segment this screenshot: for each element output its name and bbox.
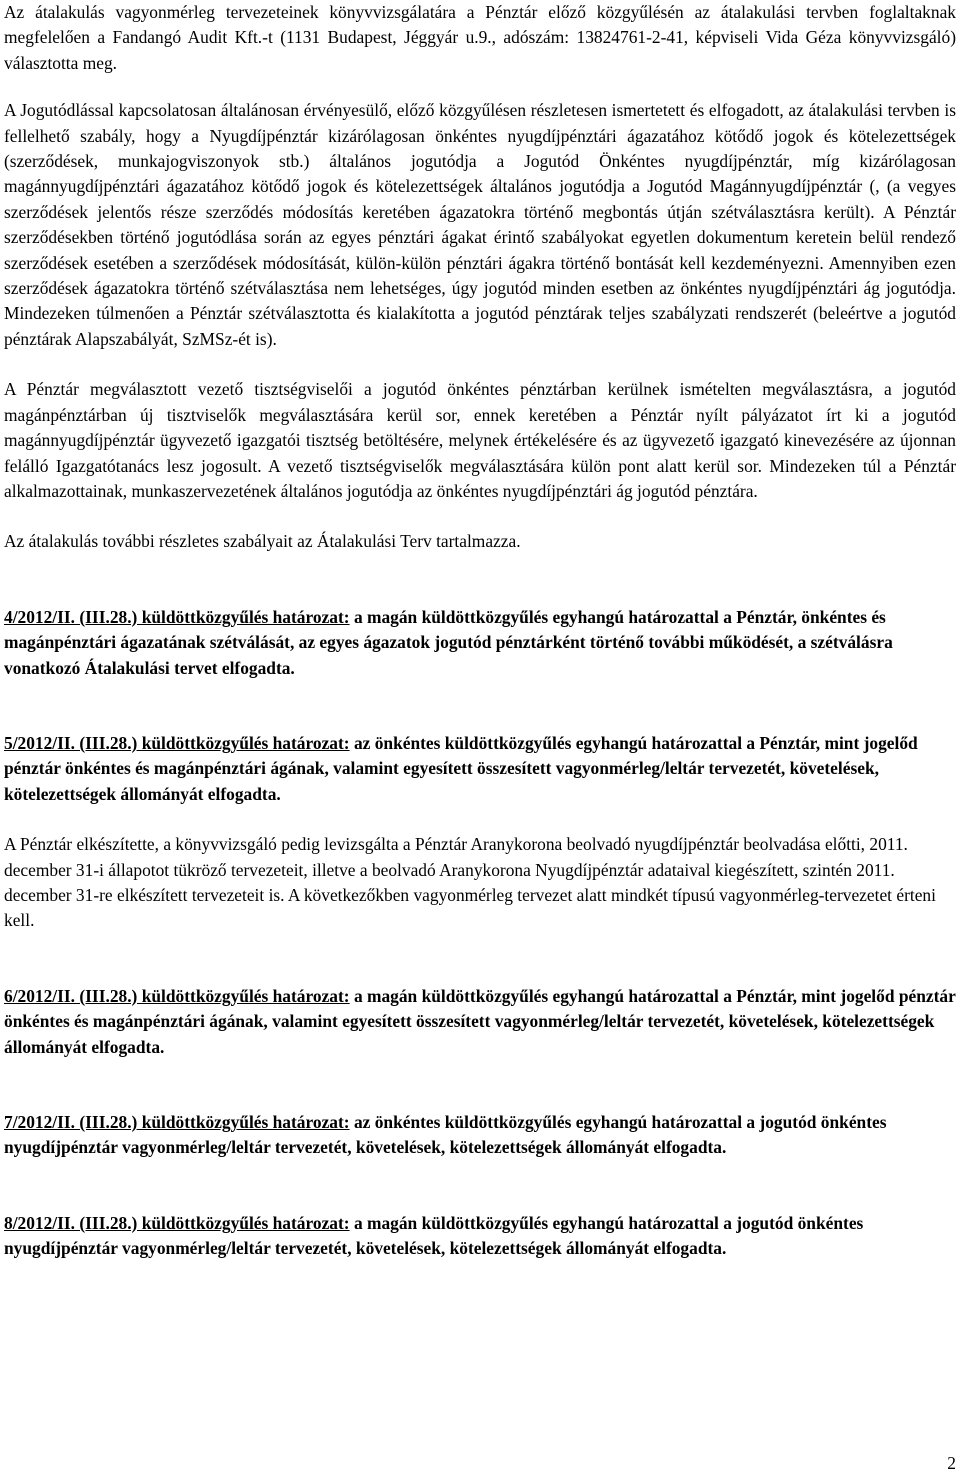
resolution-text: a magán küldöttközgyűlés egyhangú határozattal a Pénztár, mint jogelőd pénztár önkéntes és magánpénztári ágának, valamint egyesített összesített vagyonmérleg/leltár tervezetét, követelések, kötelezettségek állományát elfogadta. bbox=[4, 985, 956, 1057]
resolution-id: 7/2012/II. (III.28.) küldöttközgyűlés határozat: bbox=[4, 1112, 350, 1132]
document-page bbox=[4, 0, 956, 1262]
paragraph-auditor: Az átalakulás vagyonmérleg tervezeteinek könyvvizsgálatára a Pénztár előző közgyűlésén az átalakulási tervben foglaltaknak megfelelően a Fandangó Audit Kft.-t (1131 Budapest, Jéggyár u.9., adószám: 13824761-2-41, képviseli Vida Géza könyvvizsgáló) választotta meg. bbox=[4, 2, 956, 73]
resolution-text: a magán küldöttközgyűlés egyhangú határozattal a Pénztár, önkéntes és magánpénztári ágazatának szétválását, az egyes ágazatok jogutód pénztárként történő további működését, a szétválásra vonatkozó Átalakulási tervet elfogadta. bbox=[4, 606, 893, 678]
resolution-text: a magán küldöttközgyűlés egyhangú határozattal a jogutód önkéntes nyugdíjpénztár vagyonmérleg/leltár tervezetét, követelések, kötelezettségek állományát elfogadta. bbox=[4, 1212, 864, 1259]
resolution-7 bbox=[4, 1110, 956, 1161]
paragraph-aranykorona: A Pénztár elkészítette, a könyvvizsgáló pedig levizsgálta a Pénztár Aranykorona beolvadó nyugdíjpénztár beolvadása előtti, 2011. december 31-i állapotot tükröző tervezeteit, illetve a beolvadó Aranykorona Nyugdíjpénztár adataival kiegészített, szintén 2011. december 31-re elkészített tervezeteit is. A következőkben vagyonmérleg tervezet alatt mindkét típusú vagyonmérleg-tervezetet érteni kell. bbox=[4, 834, 936, 931]
resolution-id: 6/2012/II. (III.28.) küldöttközgyűlés határozat: bbox=[4, 985, 350, 1006]
resolution-6 bbox=[4, 984, 956, 1060]
paragraph-further-rules: Az átalakulás további részletes szabályait az Átalakulási Terv tartalmazza. bbox=[4, 531, 521, 552]
resolution-text: az önkéntes küldöttközgyűlés egyhangú határozattal a Pénztár, mint jogelőd pénztár önkéntes és magánpénztári ágának, valamint egyesített összesített vagyonmérleg/leltár tervezetét, követelések, kötelezettségek állományát elfogadta. bbox=[4, 732, 918, 804]
resolution-id: 4/2012/II. (III.28.) küldöttközgyűlés határozat: bbox=[4, 606, 350, 627]
resolution-text: az önkéntes küldöttközgyűlés egyhangú határozattal a jogutód önkéntes nyugdíjpénztár vagyonmérleg/leltár tervezetét, követelések, kötelezettségek állományát elfogadta. bbox=[4, 1112, 887, 1158]
resolution-5 bbox=[4, 731, 956, 807]
paragraph-succession: A Jogutódlással kapcsolatosan általánosan érvényesülő, előző közgyűlésen részletesen ismertetett és elfogadott, az átalakulási tervben is fellelhető szabály, hogy a Nyugdíjpénztár kizárólagosan önkéntes nyugdíjpénztári ágazatához kötődő jogok és kötelezettségek (szerződések, munkajogviszonyok stb.) általános jogutódja a Jogutód Önkéntes nyugdíjpénztár, míg kizárólagosan magánnyugdíjpénztári ágazatához kötődő jogok és kötelezettségek általános jogutódja a Jogutód Magánnyugdíjpénztár (, (a vegyes szerződések jelentős része szerződés módosítás keretében ágazatokra történő megbontás útján szétválasztásra került). A Pénztár szerződésekben történő jogutódlása során az egyes pénztári ágakat érintő szabályokat egyetlen dokumentum keretein belül rendező szerződések esetében a szerződések módosítását, külön-külön pénztári ágakra történő bontását kell kezdeményezni. Amennyiben ezen szerződések ágazatokra történő szétválasztása nem lehetséges, úgy jogutód minden esetben az önkéntes nyugdíjpénztári ág jogutódja. Mindezeken túlmenően a Pénztár szétválasztotta és kialakította a jogutód pénztárak teljes szabályzati rendszerét (beleértve a jogutód pénztárak Alapszabályát, SzMSz-ét is). bbox=[4, 100, 956, 349]
page-number: 2 bbox=[947, 1453, 956, 1473]
resolution-8 bbox=[4, 1211, 956, 1262]
resolution-id: 5/2012/II. (III.28.) küldöttközgyűlés határozat: bbox=[4, 732, 350, 753]
resolution-id: 8/2012/II. (III.28.) küldöttközgyűlés határozat: bbox=[4, 1212, 350, 1233]
paragraph-officials: A Pénztár megválasztott vezető tisztségviselői a jogutód önkéntes pénztárban kerülnek ismételten megválasztásra, a jogutód magánpénztárban új tisztviselők megválasztására kerül sor, ennek keretében a Pénztár nyílt pályázatot írt ki a jogutód magánnyugdíjpénztár ügyvezető igazgatói tisztség betöltésére, melynek értékelésére és az ügyvezető igazgató kinevezésére az újonnan felálló Igazgatótanács lesz jogosult. A vezető tisztségviselők megválasztására külön pont alatt kerül sor. Mindezeken túl a Pénztár alkalmazottainak, munkaszervezetének általános jogutódja az önkéntes nyugdíjpénztári ág jogutód pénztára. bbox=[4, 379, 956, 501]
resolution-4 bbox=[4, 605, 956, 681]
